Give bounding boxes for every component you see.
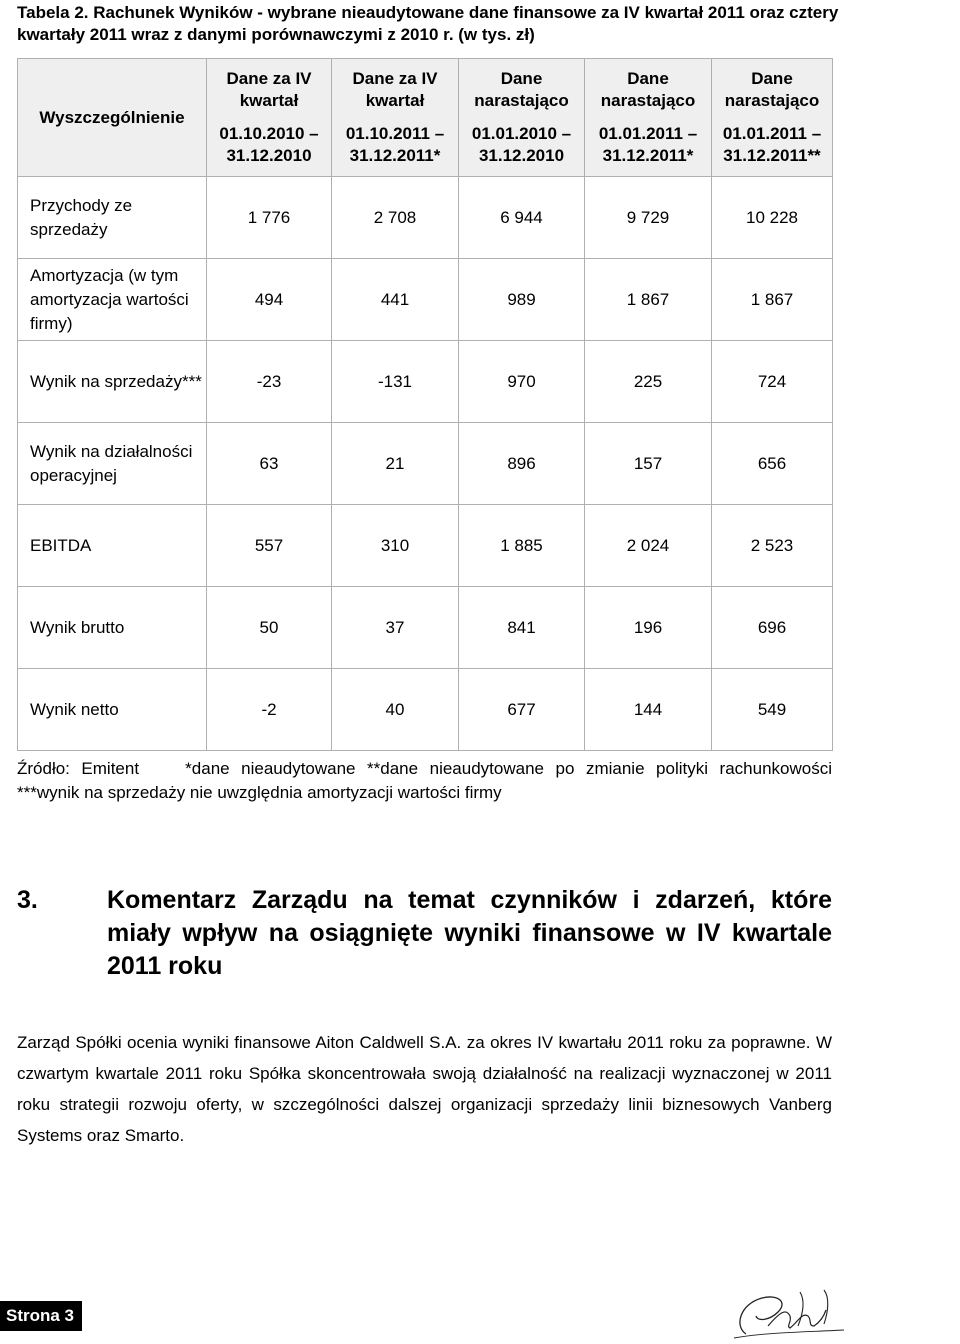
header-col-title: Dane za IV kwartał (226, 69, 312, 110)
table-cell: -2 (207, 669, 332, 751)
table-row (18, 423, 833, 505)
header-col-period-start: 01.10.2010 – (219, 124, 319, 143)
table-cell: 1 776 (207, 177, 332, 259)
header-col-3 (459, 59, 585, 177)
table-cell: 225 (585, 341, 712, 423)
table-cell: 50 (207, 587, 332, 669)
table-cell: 2 708 (332, 177, 459, 259)
page-number-label: Strona 3 (0, 1301, 82, 1331)
header-col-period-end: 31.12.2011* (349, 146, 441, 165)
table-cell: 677 (459, 669, 585, 751)
header-col-period-start: 01.01.2011 – (598, 124, 698, 143)
table-cell: 144 (585, 669, 712, 751)
table-row (18, 587, 833, 669)
table-cell: 696 (712, 587, 833, 669)
table-row (18, 341, 833, 423)
table-cell: 10 228 (712, 177, 833, 259)
table-row (18, 669, 833, 751)
row-label: Wynik na sprzedaży*** (18, 341, 207, 423)
header-col-4 (585, 59, 712, 177)
table-cell: 40 (332, 669, 459, 751)
table-cell: 6 944 (459, 177, 585, 259)
row-label: Przychody ze sprzedaży (18, 177, 207, 259)
table-cell: 896 (459, 423, 585, 505)
table-cell: 2 024 (585, 505, 712, 587)
table-cell: 1 867 (712, 259, 833, 341)
header-col-2 (332, 59, 459, 177)
header-col-period-end: 31.12.2011** (723, 146, 821, 165)
section-heading (17, 884, 832, 983)
header-col-period-start: 01.01.2011 – (722, 124, 822, 143)
header-col-1 (207, 59, 332, 177)
table-cell: 970 (459, 341, 585, 423)
header-col-5 (712, 59, 833, 177)
table-cell: -23 (207, 341, 332, 423)
row-label: EBITDA (18, 505, 207, 587)
row-label: Wynik netto (18, 669, 207, 751)
header-col-period-start: 01.01.2010 – (471, 124, 572, 143)
table-row (18, 259, 833, 341)
financial-results-table (17, 58, 833, 751)
signature-image (728, 1282, 848, 1344)
table-cell: 841 (459, 587, 585, 669)
table-header-row (18, 59, 833, 177)
section-number: 3. (17, 886, 38, 914)
footnote-line-2: ***wynik na sprzedaży nie uwzględnia amortyzacji wartości firmy (17, 783, 502, 802)
table-cell: 157 (585, 423, 712, 505)
footnote-line-1: Źródło: Emitent *dane nieaudytowane **dane nieaudytowane po zmianie polityki rachunkowości (17, 759, 832, 778)
table-cell: 9 729 (585, 177, 712, 259)
table-cell: 724 (712, 341, 833, 423)
body-paragraph: Zarząd Spółki ocenia wyniki finansowe Aiton Caldwell S.A. za okres IV kwartału 2011 roku za poprawne. W czwartym kwartale 2011 roku Spółka skoncentrowała swoją działalność na realizacji wyznaczonej w 2011 roku strategii rozwoju oferty, w szczególności dalszej organizacji sprzedaży linii biznesowych Vanberg Systems oraz Smarto. (17, 1033, 832, 1145)
header-col-period-end: 31.12.2010 (478, 146, 565, 165)
table-row (18, 505, 833, 587)
table-cell: 21 (332, 423, 459, 505)
table-cell: 310 (332, 505, 459, 587)
table-cell: 441 (332, 259, 459, 341)
table-cell: 1 867 (585, 259, 712, 341)
table-cell: 656 (712, 423, 833, 505)
table-cell: 37 (332, 587, 459, 669)
table-footnote (17, 757, 832, 805)
table-cell: 1 885 (459, 505, 585, 587)
header-col-title: Dane narastająco (600, 69, 696, 110)
row-label: Amortyzacja (w tym amortyzacja wartości firmy) (18, 259, 207, 341)
table-cell: -131 (332, 341, 459, 423)
table-cell: 557 (207, 505, 332, 587)
row-label: Wynik na działalności operacyjnej (18, 423, 207, 505)
row-label: Wynik brutto (18, 587, 207, 669)
header-col-title: Dane narastająco (474, 69, 569, 110)
table-caption: Tabela 2. Rachunek Wyników - wybrane nieaudytowane dane finansowe za IV kwartał 2011 oraz cztery kwartały 2011 wraz z danymi porównawczymi z 2010 r. (w tys. zł) (17, 3, 839, 44)
header-col-period-end: 31.12.2011* (602, 146, 694, 165)
table-cell: 494 (207, 259, 332, 341)
section-title: Komentarz Zarządu na temat czynników i zdarzeń, które miały wpływ na osiągnięte wyniki finansowe w IV kwartale 2011 roku (107, 886, 832, 980)
header-col-period-end: 31.12.2010 (226, 146, 312, 165)
header-label: Wyszczególnienie (18, 59, 207, 177)
table-cell: 989 (459, 259, 585, 341)
table-cell: 63 (207, 423, 332, 505)
header-col-title: Dane narastająco (724, 69, 820, 110)
header-col-title: Dane za IV kwartał (352, 69, 438, 110)
table-cell: 549 (712, 669, 833, 751)
table-cell: 2 523 (712, 505, 833, 587)
table-cell: 196 (585, 587, 712, 669)
header-col-period-start: 01.10.2011 – (345, 124, 445, 143)
table-row (18, 177, 833, 259)
